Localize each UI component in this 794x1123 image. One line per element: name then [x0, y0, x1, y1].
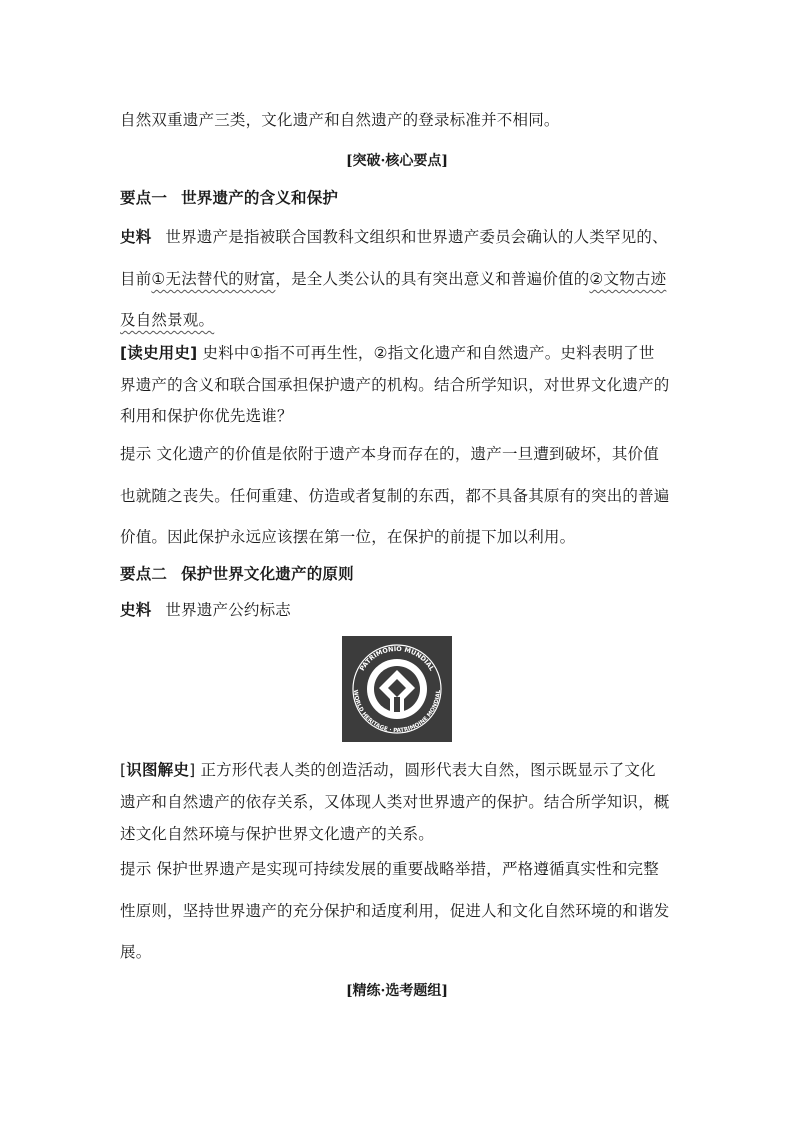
key-point-label: 要点二 — [120, 565, 168, 583]
source-text: 目前 — [120, 270, 152, 288]
hint-label: 提示 — [120, 860, 152, 878]
hint-2-line-3: 展。 — [120, 943, 152, 961]
paragraph-text: 正方形代表人类的创造活动，圆形代表大自然，图示既显示了文化 — [200, 761, 656, 779]
key-point-2-heading — [120, 562, 354, 584]
read-use-history-line-3: 利用和保护你优先选谁？ — [120, 407, 293, 425]
underlined-phrase-2: ②文物古迹 — [589, 270, 667, 288]
source-text: 世界遗产公约标志 — [165, 601, 292, 619]
source-label: 史料 — [120, 228, 152, 246]
underlined-phrase-2-cont: 及自然景观。 — [120, 311, 215, 329]
read-figure-line-1 — [120, 758, 656, 780]
paragraph-line: 自然双重遗产三类，文化遗产和自然遗产的登录标准并不相同。 — [120, 111, 560, 129]
paragraph-text: 文化遗产的价值是依附于遗产本身而存在的，遗产一旦遭到破坏，其价值 — [156, 445, 659, 463]
hint-1-line-3: 价值。因此保护永远应该摆在第一位，在保护的前提下加以利用。 — [120, 528, 576, 546]
read-figure-tag-open: [ — [120, 761, 127, 779]
paragraph-text: 保护世界遗产是实现可持续发展的重要战略举措，严格遵循真实性和完整 — [156, 860, 659, 878]
read-figure-tag: 识图解史 — [126, 761, 190, 779]
source-paragraph-line-1 — [120, 225, 668, 247]
emblem-top-text: PATRIMONIO MUNDIAL — [358, 644, 436, 673]
underlined-phrase-1: ①无法替代的财富 — [151, 270, 276, 288]
read-use-history-line-2: 界遗产的含义和联合国承担保护遗产的机构。结合所学知识，对世界文化遗产的 — [120, 376, 670, 394]
world-heritage-emblem — [342, 636, 452, 742]
section-header-breakthrough: [突破·核心要点] — [345, 153, 449, 169]
key-point-1-heading — [120, 186, 338, 208]
read-use-history-tag: [读史用史] — [120, 344, 198, 362]
hint-1-line-1 — [120, 442, 659, 464]
hint-2-line-2: 性原则，坚持世界遗产的充分保护和适度利用，促进人和文化自然环境的和谐发 — [120, 902, 670, 920]
source-text: ，是全人类公认的具有突出意义和普遍价值的 — [275, 270, 590, 288]
world-heritage-emblem-icon — [342, 636, 452, 742]
key-point-label: 要点一 — [120, 189, 168, 207]
source-paragraph-line-3 — [120, 308, 214, 330]
read-use-history-line-1 — [120, 341, 655, 363]
read-figure-line-2: 遗产和自然遗产的依存关系，又体现人类对世界遗产的保护。结合所学知识，概 — [120, 793, 670, 811]
source-label: 史料 — [120, 601, 152, 619]
section-header-practice: [精练·选考题组] — [345, 983, 449, 999]
hint-label: 提示 — [120, 445, 152, 463]
source-2-line — [120, 598, 291, 620]
paragraph-text: 史料中①指不可再生性，②指文化遗产和自然遗产。史料表明了世 — [202, 344, 655, 362]
source-paragraph-line-2 — [120, 267, 666, 289]
key-point-title: 保护世界文化遗产的原则 — [181, 565, 354, 583]
read-figure-line-3: 述文化自然环境与保护世界文化遗产的关系。 — [120, 825, 435, 843]
key-point-title: 世界遗产的含义和保护 — [181, 189, 339, 207]
hint-1-line-2: 也就随之丧失。任何重建、仿造或者复制的东西，都不具备其原有的突出的普遍 — [120, 487, 670, 505]
emblem-bottom-text: WORLD HERITAGE · PATRIMOINE MONDIAL — [351, 689, 443, 735]
read-figure-tag-close: ] — [189, 761, 196, 779]
hint-2-line-1 — [120, 857, 659, 879]
source-text: 世界遗产是指被联合国教科文组织和世界遗产委员会确认的人类罕见的、 — [165, 228, 668, 246]
